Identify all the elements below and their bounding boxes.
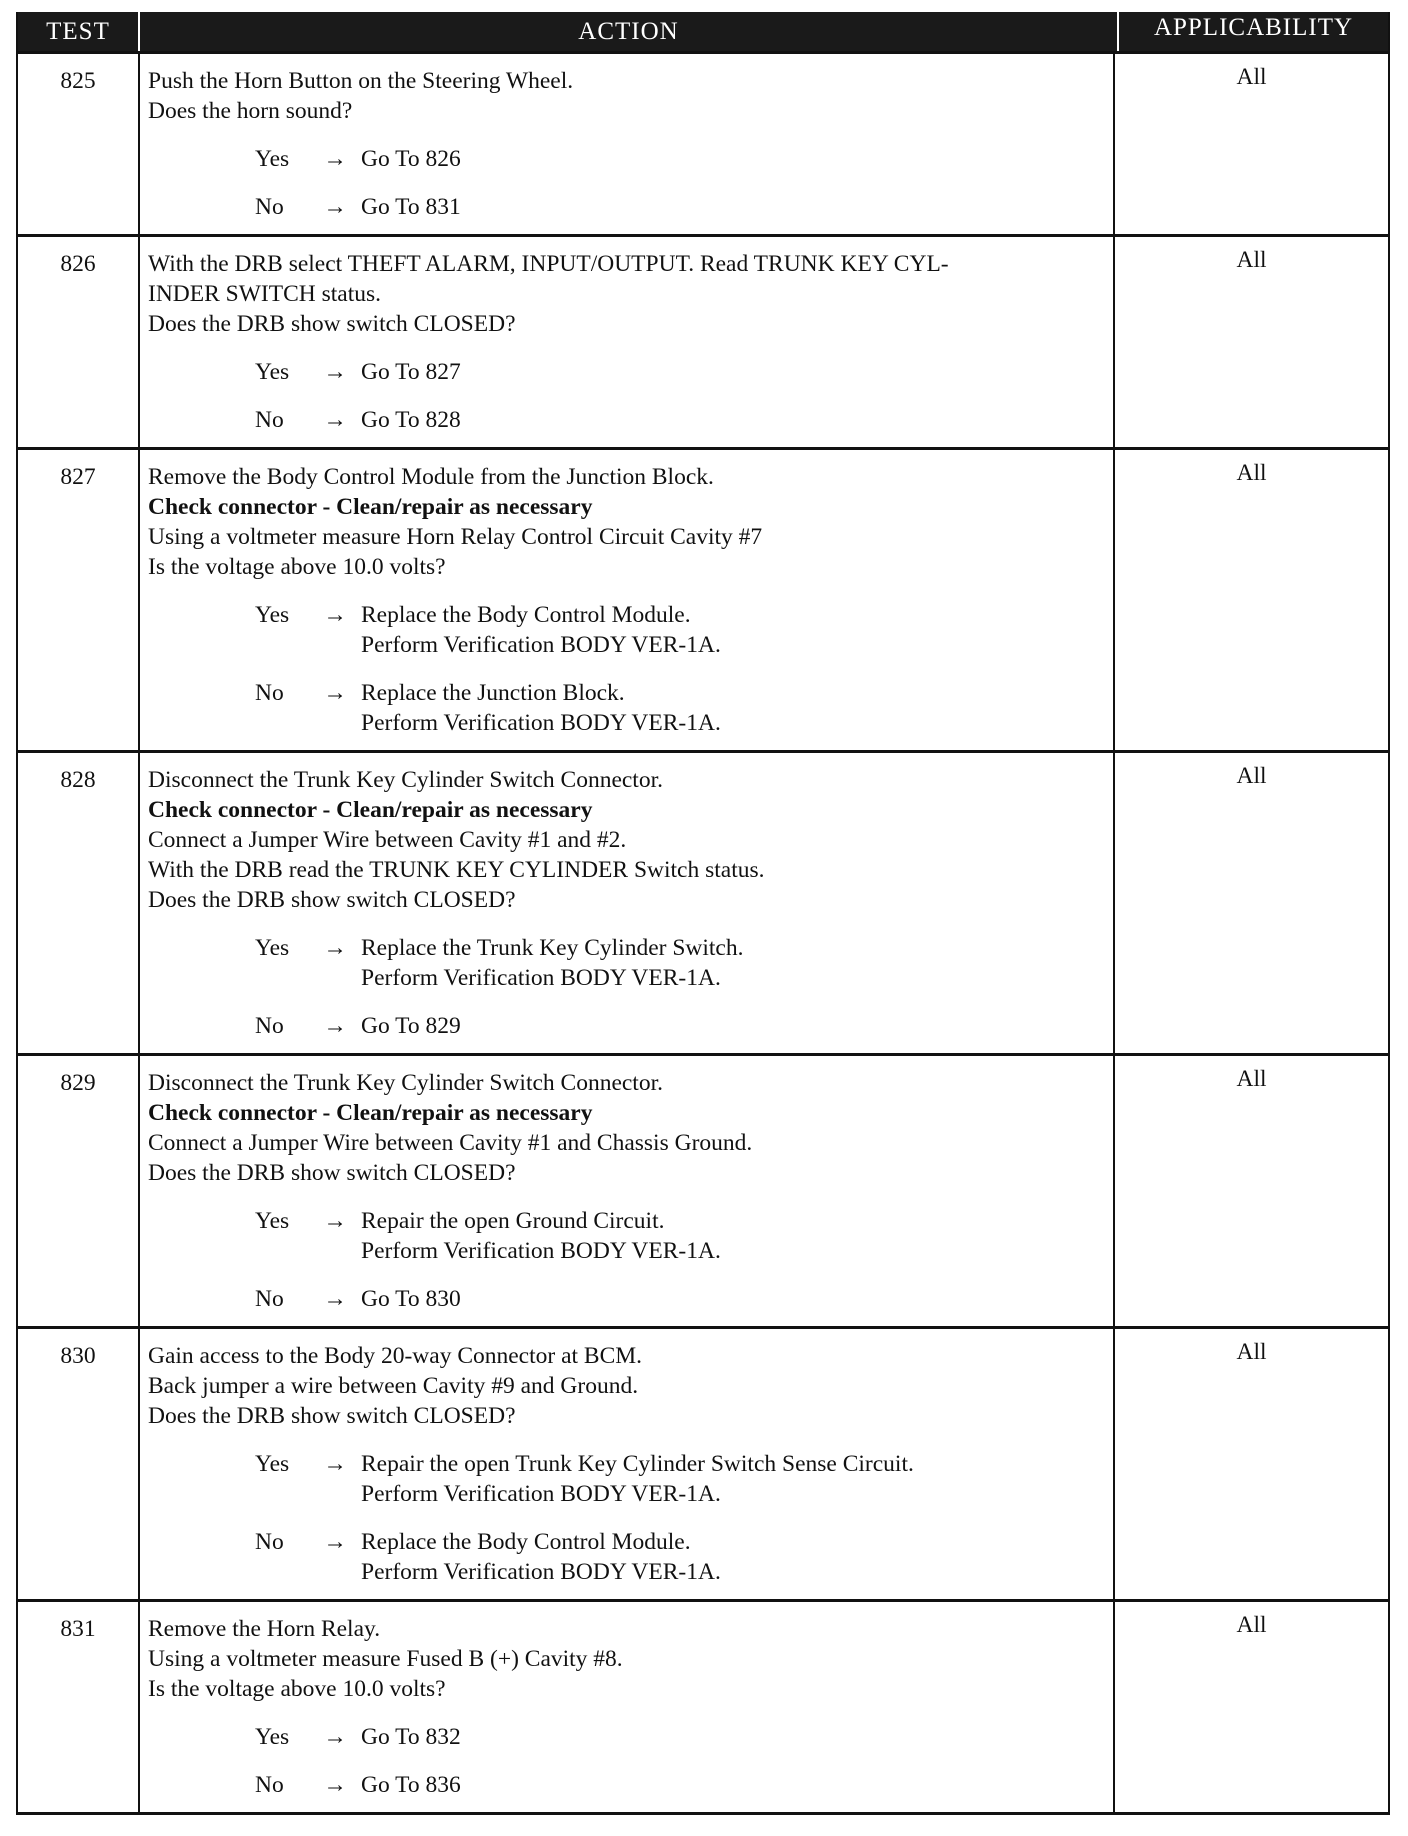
outcome-line: Perform Verification BODY VER-1A. — [361, 1481, 721, 1507]
outcome-line: Repair the open Ground Circuit. — [361, 1208, 665, 1234]
yes-label: Yes — [255, 1724, 290, 1750]
yes-outcome — [361, 1206, 721, 1266]
arrow-icon: → — [323, 602, 347, 628]
applicability-cell: All — [1236, 460, 1267, 486]
action-line: INDER SWITCH status. — [148, 281, 382, 307]
outcome-line: Go To 831 — [361, 194, 461, 220]
no-branch — [255, 1284, 1113, 1314]
arrow-icon: → — [323, 146, 347, 172]
outcome-line: Go To 828 — [361, 407, 461, 433]
action-line: Does the DRB show switch CLOSED? — [148, 1403, 516, 1429]
action-line: Disconnect the Trunk Key Cylinder Switch Connector. — [148, 767, 663, 793]
action-line: Remove the Body Control Module from the Junction Block. — [148, 464, 714, 490]
no-outcome — [361, 1284, 461, 1314]
table-body — [18, 51, 1388, 1812]
yes-branch — [255, 357, 1113, 387]
outcome-line: Go To 836 — [361, 1772, 461, 1798]
outcome-line: Replace the Body Control Module. — [361, 1529, 691, 1555]
no-label: No — [255, 1529, 284, 1555]
action-line: Is the voltage above 10.0 volts? — [148, 554, 446, 580]
test-number: 831 — [60, 1616, 96, 1642]
action-line: Does the DRB show switch CLOSED? — [148, 887, 516, 913]
action-note: Check connector - Clean/repair as necessary — [148, 797, 593, 823]
outcome-line: Go To 832 — [361, 1724, 461, 1750]
yes-branch — [255, 600, 1113, 660]
outcome-line: Replace the Junction Block. — [361, 680, 625, 706]
arrow-icon: → — [323, 680, 347, 706]
no-outcome — [361, 1527, 721, 1587]
test-number: 826 — [60, 251, 96, 277]
yes-outcome — [361, 1722, 461, 1752]
action-line: Connect a Jumper Wire between Cavity #1 and #2. — [148, 827, 627, 853]
table-row — [18, 1053, 1388, 1326]
no-branch — [255, 1011, 1113, 1041]
no-branch — [255, 1527, 1113, 1587]
action-line: With the DRB read the TRUNK KEY CYLINDER Switch status. — [148, 857, 765, 883]
applicability-cell: All — [1236, 1339, 1267, 1365]
yes-branch — [255, 933, 1113, 993]
action-note: Check connector - Clean/repair as necessary — [148, 1100, 593, 1126]
action-cell — [138, 753, 1115, 1053]
yes-label: Yes — [255, 935, 290, 961]
action-cell — [138, 1602, 1115, 1812]
no-branch — [255, 405, 1113, 435]
action-cell — [138, 54, 1115, 234]
header-action: ACTION — [578, 17, 679, 45]
action-line: Disconnect the Trunk Key Cylinder Switch Connector. — [148, 1070, 663, 1096]
table-row — [18, 234, 1388, 447]
action-line: Is the voltage above 10.0 volts? — [148, 1676, 446, 1702]
outcome-line: Go To 827 — [361, 359, 461, 385]
outcome-line: Go To 826 — [361, 146, 461, 172]
yes-label: Yes — [255, 602, 290, 628]
action-line: Does the DRB show switch CLOSED? — [148, 311, 516, 337]
yes-outcome — [361, 933, 743, 993]
arrow-icon: → — [323, 1451, 347, 1477]
no-outcome — [361, 678, 721, 738]
yes-label: Yes — [255, 146, 290, 172]
action-line: Connect a Jumper Wire between Cavity #1 and Chassis Ground. — [148, 1130, 753, 1156]
table-row — [18, 1599, 1388, 1812]
action-line: Does the horn sound? — [148, 98, 353, 124]
arrow-icon: → — [323, 407, 347, 433]
outcome-line: Perform Verification BODY VER-1A. — [361, 632, 721, 658]
table-row — [18, 1326, 1388, 1599]
no-branch — [255, 1770, 1113, 1800]
header-test: TEST — [18, 12, 140, 51]
no-outcome — [361, 1011, 461, 1041]
test-number: 830 — [60, 1343, 96, 1369]
no-label: No — [255, 680, 284, 706]
no-label: No — [255, 1286, 284, 1312]
arrow-icon: → — [323, 1013, 347, 1039]
no-label: No — [255, 1772, 284, 1798]
arrow-icon: → — [323, 1724, 347, 1750]
table-row — [18, 51, 1388, 234]
action-cell — [138, 237, 1115, 447]
action-line: Push the Horn Button on the Steering Wheel. — [148, 68, 574, 94]
test-number: 825 — [60, 68, 96, 94]
no-branch — [255, 192, 1113, 222]
no-branch — [255, 678, 1113, 738]
yes-label: Yes — [255, 359, 290, 385]
action-line: Does the DRB show switch CLOSED? — [148, 1160, 516, 1186]
test-number: 828 — [60, 767, 96, 793]
applicability-cell: All — [1236, 763, 1267, 789]
test-number: 827 — [60, 464, 96, 490]
action-cell — [138, 1056, 1115, 1326]
applicability-cell: All — [1236, 1066, 1267, 1092]
arrow-icon: → — [323, 1286, 347, 1312]
action-line: Using a voltmeter measure Horn Relay Control Circuit Cavity #7 — [148, 524, 763, 550]
yes-outcome — [361, 144, 461, 174]
no-outcome — [361, 1770, 461, 1800]
arrow-icon: → — [323, 194, 347, 220]
yes-label: Yes — [255, 1208, 290, 1234]
table-row — [18, 750, 1388, 1053]
action-line: Gain access to the Body 20-way Connector at BCM. — [148, 1343, 643, 1369]
action-line: Back jumper a wire between Cavity #9 and Ground. — [148, 1373, 639, 1399]
yes-outcome — [361, 357, 461, 387]
no-label: No — [255, 407, 284, 433]
outcome-line: Replace the Body Control Module. — [361, 602, 691, 628]
arrow-icon: → — [323, 359, 347, 385]
table-row — [18, 447, 1388, 750]
arrow-icon: → — [323, 1529, 347, 1555]
action-line: With the DRB select THEFT ALARM, INPUT/OUTPUT. Read TRUNK KEY CYL- — [148, 251, 949, 277]
yes-branch — [255, 144, 1113, 174]
no-outcome — [361, 192, 461, 222]
action-line: Remove the Horn Relay. — [148, 1616, 381, 1642]
yes-branch — [255, 1206, 1113, 1266]
action-cell — [138, 450, 1115, 750]
outcome-line: Go To 830 — [361, 1286, 461, 1312]
outcome-line: Replace the Trunk Key Cylinder Switch. — [361, 935, 744, 961]
outcome-line: Go To 829 — [361, 1013, 461, 1039]
outcome-line: Perform Verification BODY VER-1A. — [361, 1559, 721, 1585]
action-note: Check connector - Clean/repair as necessary — [148, 494, 593, 520]
outcome-line: Repair the open Trunk Key Cylinder Switch Sense Circuit. — [361, 1451, 914, 1477]
arrow-icon: → — [323, 1208, 347, 1234]
applicability-cell: All — [1236, 247, 1267, 273]
diagnostic-test-table — [16, 12, 1390, 1815]
yes-label: Yes — [255, 1451, 290, 1477]
no-outcome — [361, 405, 461, 435]
header-applicability: APPLICABILITY — [1117, 12, 1388, 51]
action-cell — [138, 1329, 1115, 1599]
no-label: No — [255, 194, 284, 220]
yes-outcome — [361, 600, 721, 660]
yes-outcome — [361, 1449, 914, 1509]
table-header — [18, 12, 1388, 51]
outcome-line: Perform Verification BODY VER-1A. — [361, 965, 721, 991]
yes-branch — [255, 1722, 1113, 1752]
test-number: 829 — [60, 1070, 96, 1096]
arrow-icon: → — [323, 935, 347, 961]
arrow-icon: → — [323, 1772, 347, 1798]
no-label: No — [255, 1013, 284, 1039]
outcome-line: Perform Verification BODY VER-1A. — [361, 710, 721, 736]
applicability-cell: All — [1236, 64, 1267, 90]
applicability-cell: All — [1236, 1612, 1267, 1638]
action-line: Using a voltmeter measure Fused B (+) Cavity #8. — [148, 1646, 623, 1672]
yes-branch — [255, 1449, 1113, 1509]
outcome-line: Perform Verification BODY VER-1A. — [361, 1238, 721, 1264]
